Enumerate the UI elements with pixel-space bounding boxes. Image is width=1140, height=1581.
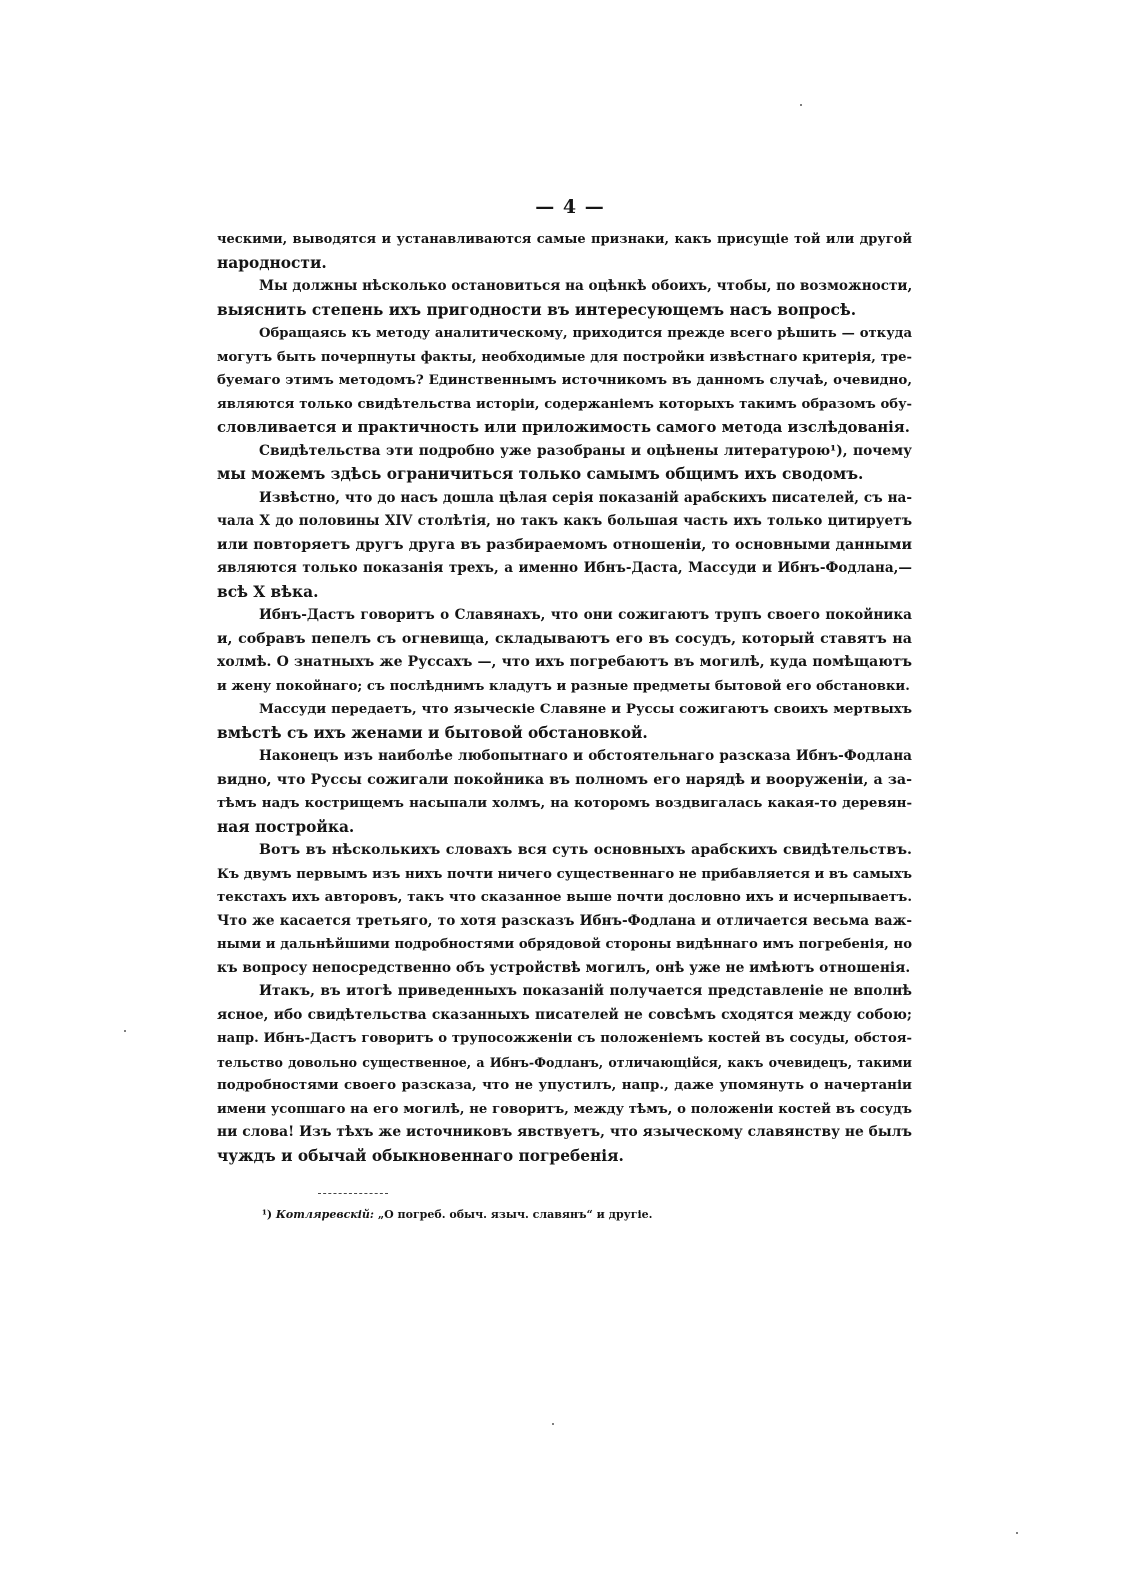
text-line: чала X до половины XIV столѣтія, но такъ какъ большая часть ихъ только цитируетъ	[217, 513, 912, 529]
footnote	[262, 1208, 652, 1221]
text-line: буемаго этимъ методомъ? Единственнымъ источникомъ въ данномъ случаѣ, очевидно,	[217, 372, 912, 388]
text-line: или повторяетъ другъ друга въ разбираемомъ отношеніи, то основными данными	[217, 536, 912, 553]
text-line: и, собравъ пепелъ съ огневища, складываютъ его въ сосудъ, который ставятъ на	[217, 630, 912, 647]
text-line: ными и дальнѣйшими подробностями обрядовой стороны видѣннаго имъ погребенія, но	[217, 937, 912, 952]
footnote-author: Котляревскій:	[275, 1208, 374, 1221]
text-line: напр. Ибнъ-Дастъ говоритъ о трупосожженіи съ положеніемъ костей въ сосуды, обстоя-	[217, 1031, 912, 1046]
text-line: тѣмъ надъ кострищемъ насыпали холмъ, на которомъ воздвигалась какая-то деревян-	[217, 795, 912, 811]
paragraph	[217, 698, 912, 745]
footnote-text: „О погреб. обыч. языч. славянъ“ и другіе.	[377, 1208, 653, 1221]
paragraph	[217, 275, 912, 322]
paragraph	[217, 440, 912, 487]
text-line: Къ двумъ первымъ изъ нихъ почти ничего существеннаго не прибавляется и въ самыхъ	[217, 866, 912, 882]
scan-speck	[124, 1030, 126, 1032]
text-line: Мы должны нѣсколько остановиться на оцѣнкѣ обоихъ, чтобы, по возможности,	[259, 278, 913, 294]
text-line: текстахъ ихъ авторовъ, такъ что сказанное выше почти дословно ихъ и исчерпываетъ.	[217, 889, 912, 905]
text-line: подробностями своего разсказа, что не упустилъ, напр., даже упомянуть о начертаніи	[217, 1077, 912, 1093]
text-line: народности.	[217, 253, 327, 272]
text-line: Извѣстно, что до насъ дошла цѣлая серія показаній арабскихъ писателей, съ на-	[259, 489, 912, 506]
text-line: и жену покойнаго; съ послѣднимъ кладутъ и разные предметы бытовой его обстановки.	[217, 678, 910, 694]
paragraph	[217, 228, 912, 275]
text-line: являются только показанія трехъ, а именно Ибнъ-Даста, Массуди и Ибнъ-Фодлана,—	[217, 560, 912, 576]
paragraph	[217, 487, 912, 605]
page-number: — 4 —	[535, 196, 605, 218]
text-line: чуждъ и обычай обыкновеннаго погребенія.	[217, 1146, 624, 1165]
text-line: Что же касается третьяго, то хотя разсказъ Ибнъ-Фодлана и отличается весьма важ-	[217, 912, 912, 929]
text-line: Итакъ, въ итогѣ приведенныхъ показаній получается представленіе не вполнѣ	[259, 983, 912, 999]
text-line: Ибнъ-Дастъ говоритъ о Славянахъ, что они сожигаютъ трупъ своего покойника	[259, 607, 912, 623]
text-line: ясное, ибо свидѣтельства сказанныхъ писателей не совсѣмъ сходятся между собою;	[217, 1006, 912, 1023]
text-line: тельство довольно существенное, а Ибнъ-Фодланъ, отличающійся, какъ очевидецъ, такими	[217, 1054, 912, 1070]
text-line: словливается и практичность или приложимость самого метода изслѣдованія.	[217, 419, 910, 436]
text-line: ческими, выводятся и устанавливаются самые признаки, какъ присущіе той или другой	[217, 232, 912, 247]
text-line: холмѣ. О знатныхъ же Руссахъ —, что ихъ погребаютъ въ могилѣ, куда помѣщаютъ	[217, 654, 912, 670]
text-line: ни слова! Изъ тѣхъ же источниковъ явствуетъ, что языческому славянству не былъ	[217, 1124, 912, 1140]
scan-speck	[800, 104, 802, 106]
text-line: всѣ X вѣка.	[217, 582, 319, 601]
text-line: Обращаясь къ методу аналитическому, приходится прежде всего рѣшить — откуда	[259, 326, 912, 341]
footnote-separator	[318, 1193, 388, 1194]
paragraph	[217, 980, 912, 1168]
text-line: мы можемъ здѣсь ограничиться только самымъ общимъ ихъ сводомъ.	[217, 465, 864, 483]
text-line: являются только свидѣтельства исторіи, содержаніемъ которыхъ такимъ образомъ обу-	[217, 396, 912, 412]
text-line: Свидѣтельства эти подробно уже разобраны и оцѣнены литературою¹), почему	[259, 442, 912, 459]
paragraph	[217, 745, 912, 839]
text-line: Массуди передаетъ, что языческіе Славяне и Руссы сожигаютъ своихъ мертвыхъ	[259, 701, 912, 717]
scan-speck	[552, 1423, 554, 1425]
paragraph	[217, 322, 912, 440]
text-line: могутъ быть почерпнуты факты, необходимые для постройки извѣстнаго критерія, тре-	[217, 349, 912, 365]
paragraph	[217, 839, 912, 980]
text-line: Вотъ въ нѣсколькихъ словахъ вся суть основныхъ арабскихъ свидѣтельствъ.	[259, 842, 912, 858]
text-line: видно, что Руссы сожигали покойника въ полномъ его нарядѣ и вооруженіи, а за-	[217, 771, 912, 788]
text-line: выяснить степень ихъ пригодности въ интересующемъ насъ вопросѣ.	[217, 300, 857, 319]
text-line: ная постройка.	[217, 817, 355, 836]
text-line: къ вопросу непосредственно объ устройствѣ могилъ, онѣ уже не имѣютъ отношенія.	[217, 959, 911, 976]
text-line: Наконецъ изъ наиболѣе любопытнаго и обстоятельнаго разсказа Ибнъ-Фодлана	[259, 748, 912, 764]
scan-speck	[1016, 1532, 1018, 1534]
footnote-marker: ¹)	[262, 1208, 273, 1221]
paragraph	[217, 604, 912, 698]
text-line: имени усопшаго на его могилѣ, не говоритъ, между тѣмъ, о положеніи костей въ сосудъ	[217, 1101, 912, 1117]
text-line: вмѣстѣ съ ихъ женами и бытовой обстановкой.	[217, 723, 648, 742]
body-text	[217, 228, 912, 1168]
